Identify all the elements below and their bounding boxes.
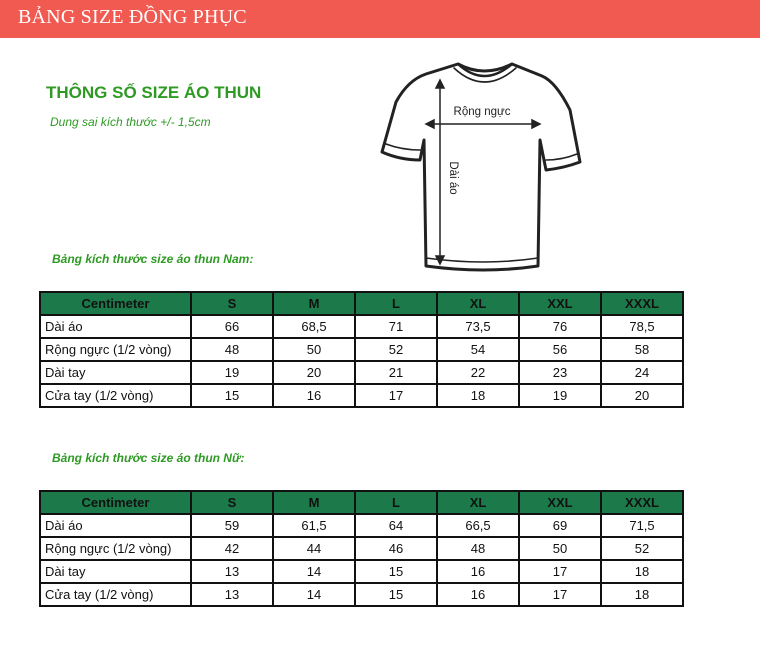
table-row <box>40 384 683 407</box>
row-label: Cửa tay (1/2 vòng) <box>40 384 191 407</box>
column-header: L <box>355 292 437 315</box>
table-row <box>40 315 683 338</box>
table-cell: 48 <box>437 537 519 560</box>
table-row <box>40 537 683 560</box>
row-label: Dài áo <box>40 315 191 338</box>
column-header: S <box>191 491 273 514</box>
table-row <box>40 338 683 361</box>
tolerance-note: Dung sai kích thước +/- 1,5cm <box>50 115 211 129</box>
table-cell: 18 <box>601 560 683 583</box>
table-cell: 71 <box>355 315 437 338</box>
row-label: Cửa tay (1/2 vòng) <box>40 583 191 606</box>
table-cell: 16 <box>437 583 519 606</box>
table-cell: 59 <box>191 514 273 537</box>
table-header-row <box>40 491 683 514</box>
table-cell: 58 <box>601 338 683 361</box>
table-cell: 20 <box>601 384 683 407</box>
table-cell: 44 <box>273 537 355 560</box>
table-cell: 56 <box>519 338 601 361</box>
women-table-caption: Bảng kích thước size áo thun Nữ: <box>52 451 245 465</box>
column-header: XXXL <box>601 292 683 315</box>
column-header: XL <box>437 491 519 514</box>
table-cell: 21 <box>355 361 437 384</box>
column-header: Centimeter <box>40 491 191 514</box>
tshirt-measure-diagram <box>374 52 592 284</box>
table-cell: 78,5 <box>601 315 683 338</box>
page-title: BẢNG SIZE ĐỒNG PHỤC <box>18 6 247 28</box>
table-cell: 19 <box>519 384 601 407</box>
table-cell: 18 <box>601 583 683 606</box>
table-cell: 76 <box>519 315 601 338</box>
table-cell: 14 <box>273 583 355 606</box>
table-cell: 69 <box>519 514 601 537</box>
table-cell: 50 <box>519 537 601 560</box>
table-row <box>40 560 683 583</box>
table-cell: 23 <box>519 361 601 384</box>
table-cell: 50 <box>273 338 355 361</box>
table-header-row <box>40 292 683 315</box>
table-row <box>40 514 683 537</box>
chest-label: Rộng ngực <box>453 106 511 118</box>
table-cell: 73,5 <box>437 315 519 338</box>
table-cell: 19 <box>191 361 273 384</box>
table-cell: 66,5 <box>437 514 519 537</box>
table-row <box>40 361 683 384</box>
table-cell: 48 <box>191 338 273 361</box>
men-table-caption: Bảng kích thước size áo thun Nam: <box>52 252 254 266</box>
table-cell: 17 <box>355 384 437 407</box>
table-cell: 52 <box>355 338 437 361</box>
table-cell: 16 <box>273 384 355 407</box>
table-cell: 68,5 <box>273 315 355 338</box>
table-cell: 17 <box>519 583 601 606</box>
table-cell: 66 <box>191 315 273 338</box>
section-title: THÔNG SỐ SIZE ÁO THUN <box>46 83 262 102</box>
column-header: L <box>355 491 437 514</box>
table-cell: 24 <box>601 361 683 384</box>
row-label: Dài áo <box>40 514 191 537</box>
table-cell: 54 <box>437 338 519 361</box>
table-cell: 46 <box>355 537 437 560</box>
table-cell: 61,5 <box>273 514 355 537</box>
table-cell: 17 <box>519 560 601 583</box>
column-header: XXXL <box>601 491 683 514</box>
row-label: Dài tay <box>40 560 191 583</box>
column-header: XL <box>437 292 519 315</box>
table-cell: 22 <box>437 361 519 384</box>
table-cell: 15 <box>191 384 273 407</box>
page-banner <box>0 0 760 38</box>
table-cell: 15 <box>355 560 437 583</box>
table-cell: 71,5 <box>601 514 683 537</box>
table-cell: 14 <box>273 560 355 583</box>
table-cell: 18 <box>437 384 519 407</box>
men-size-table <box>39 291 684 408</box>
table-cell: 20 <box>273 361 355 384</box>
table-cell: 52 <box>601 537 683 560</box>
column-header: XXL <box>519 292 601 315</box>
column-header: M <box>273 491 355 514</box>
column-header: XXL <box>519 491 601 514</box>
row-label: Rộng ngực (1/2 vòng) <box>40 338 191 361</box>
row-label: Rộng ngực (1/2 vòng) <box>40 537 191 560</box>
table-cell: 64 <box>355 514 437 537</box>
women-size-table <box>39 490 684 607</box>
table-cell: 13 <box>191 583 273 606</box>
table-cell: 15 <box>355 583 437 606</box>
table-cell: 16 <box>437 560 519 583</box>
table-row <box>40 583 683 606</box>
column-header: M <box>273 292 355 315</box>
table-cell: 13 <box>191 560 273 583</box>
column-header: Centimeter <box>40 292 191 315</box>
column-header: S <box>191 292 273 315</box>
row-label: Dài tay <box>40 361 191 384</box>
length-label: Dài áo <box>447 161 459 195</box>
table-cell: 42 <box>191 537 273 560</box>
